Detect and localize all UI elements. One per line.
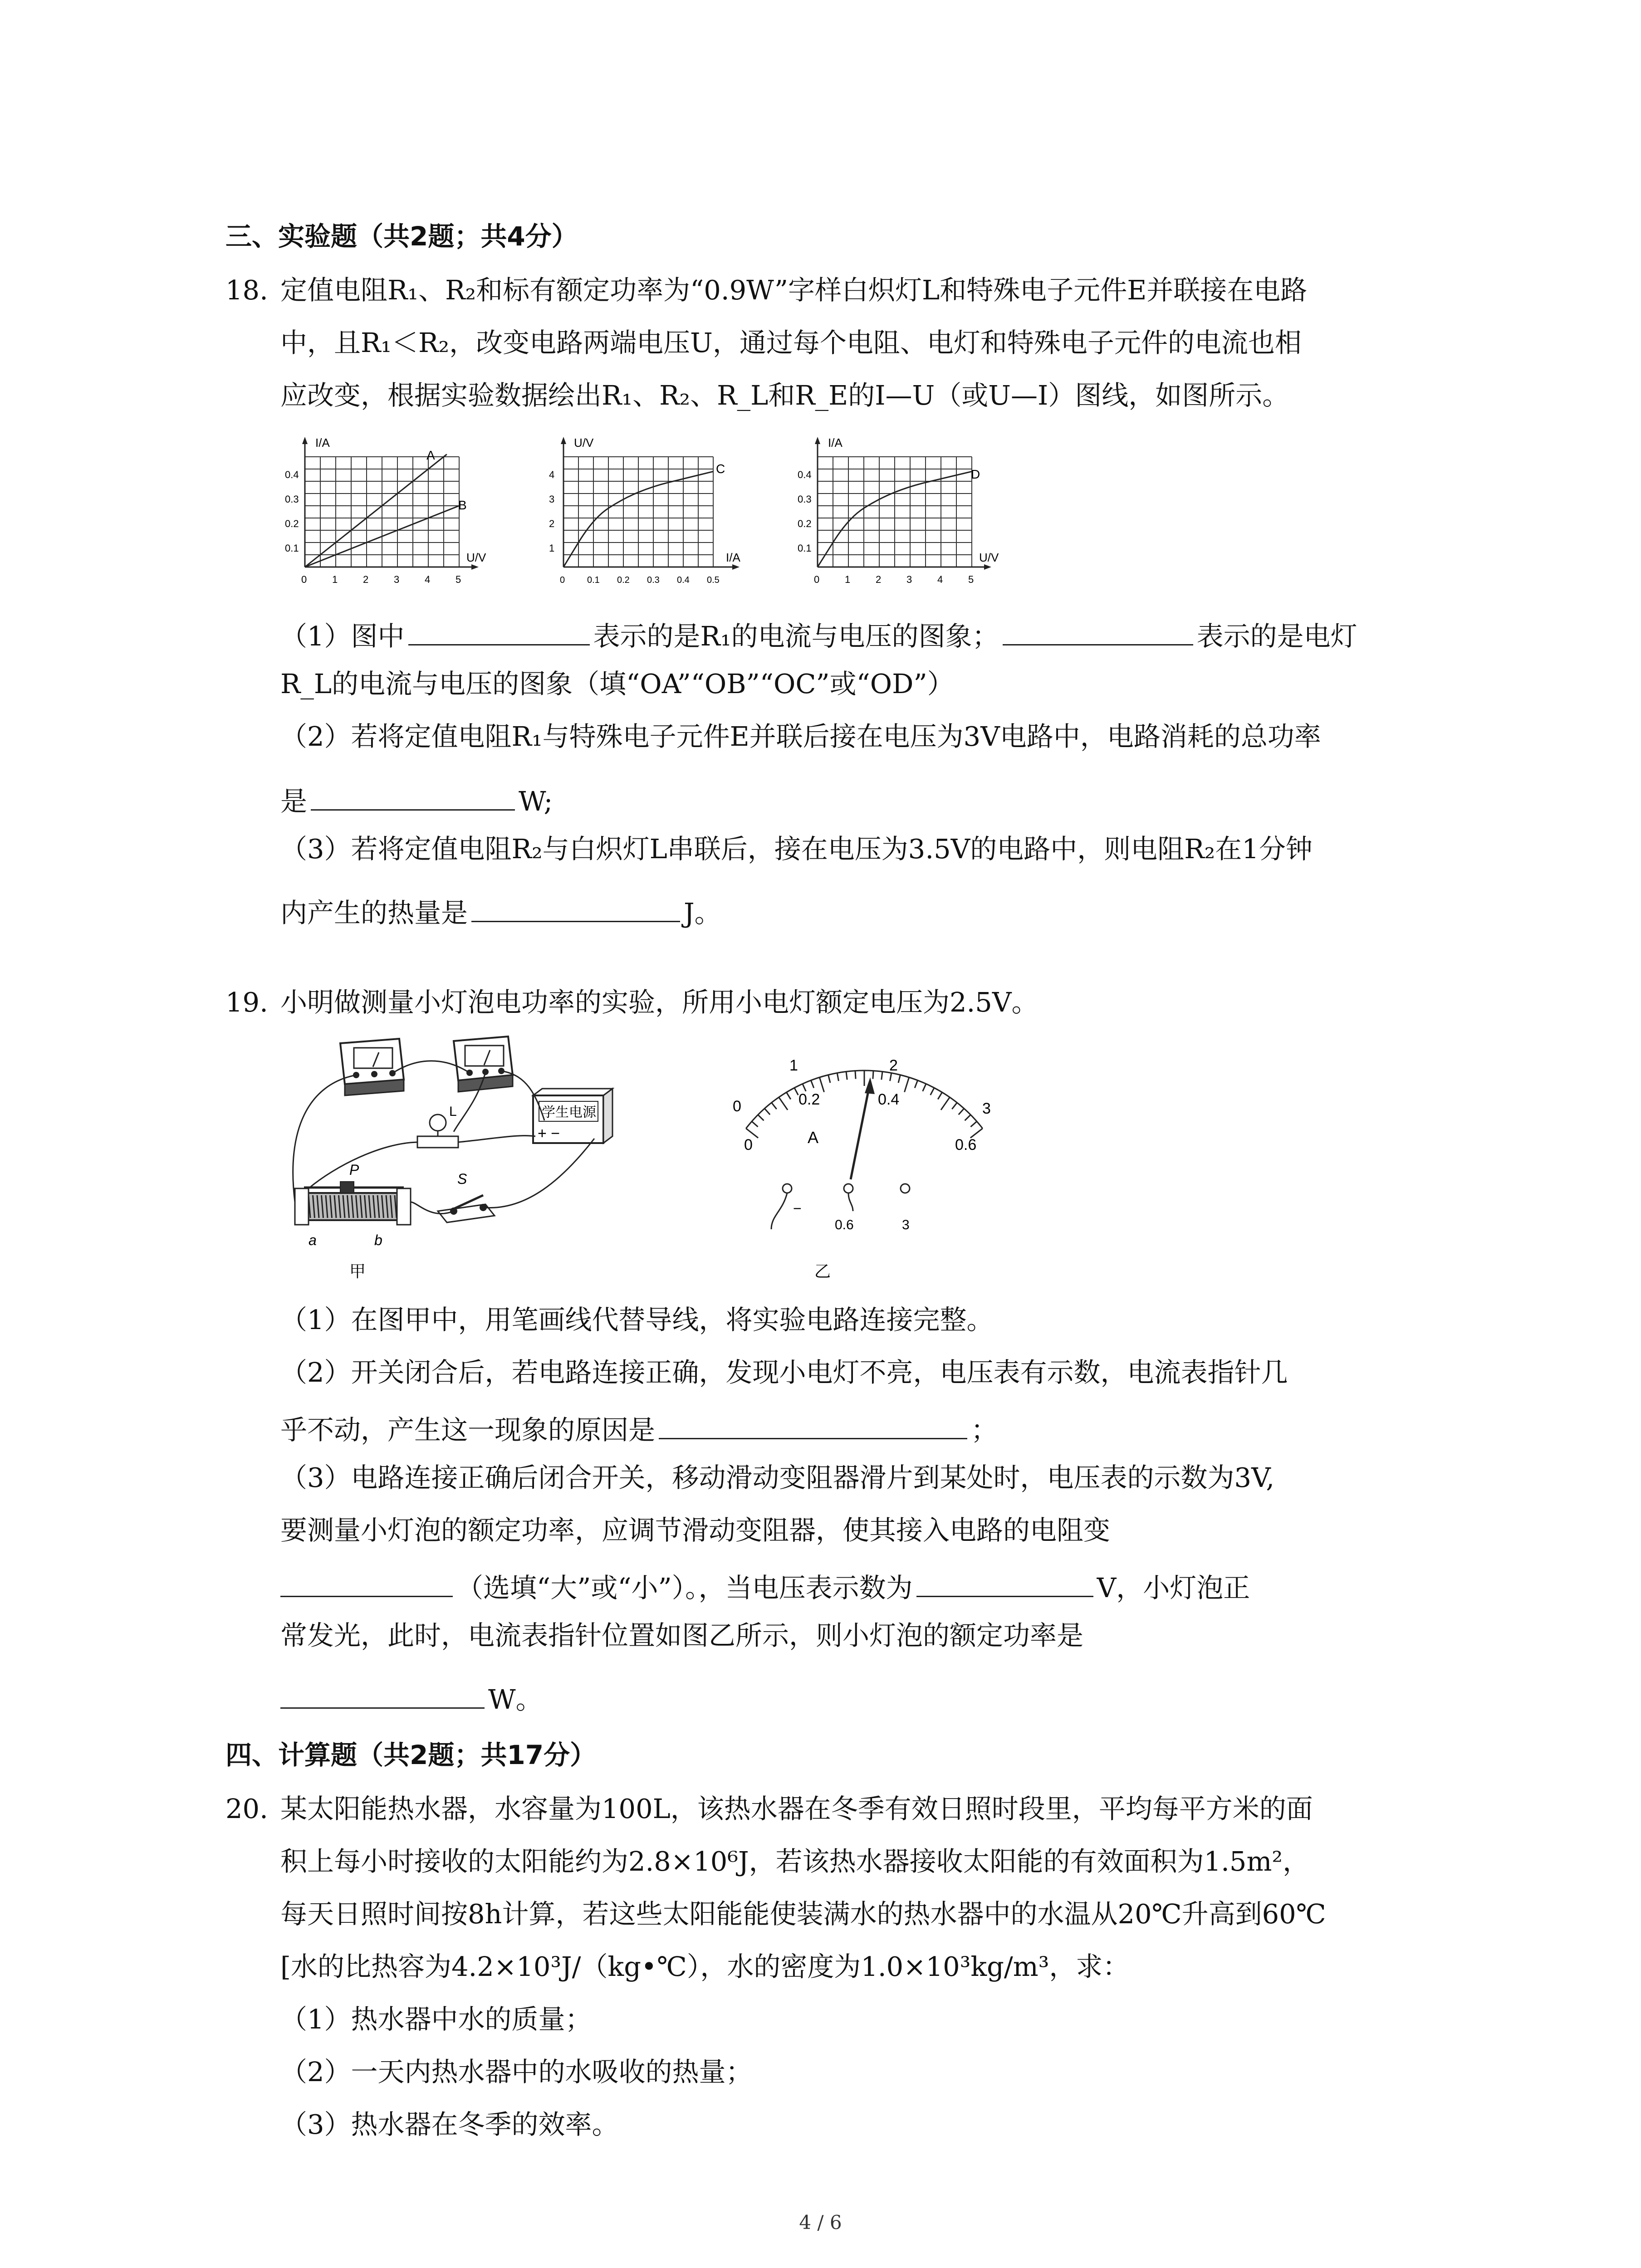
chart-3-xtick-4: 4 [937, 574, 943, 585]
q19-part-2-cont [280, 1412, 998, 1446]
q19-part-3: （3）电路连接正确后闭合开关，移动滑动变阻器滑片到某处时，电压表的示数为3V, [280, 1462, 1275, 1493]
fig-yi-ammeter-dial [699, 1030, 1025, 1284]
chart-1-xtick-3: 3 [394, 574, 400, 585]
q18-number: 18. [225, 274, 268, 306]
q19-part-3-line-2: 要测量小灯泡的额定功率，应调节滑动变阻器，使其接入电路的电阻变 [280, 1515, 1111, 1546]
chart-2-xtick-0.1: 0.1 [587, 575, 600, 585]
q18-part-2: （2）若将定值电阻R₁与特殊电子元件E并联后接在电压为3V电路中，电路消耗的总功率 [280, 721, 1321, 752]
chart-3-ytick-0.2: 0.2 [798, 518, 812, 529]
q18-part-1-cont: R_L的电流与电压的图象（填“OA”“OB”“OC”或“OD”） [280, 668, 954, 699]
chart-2-xtick-0.2: 0.2 [617, 575, 630, 585]
chart-3-label-d: D [971, 467, 980, 481]
q19-p3-unit: V，小灯泡正 [1097, 1572, 1250, 1603]
terminal-0.6: 0.6 [835, 1217, 854, 1232]
chart-2-ylabel: U/V [574, 436, 594, 450]
chart-3-xtick-3: 3 [906, 574, 912, 585]
chart-3-xtick-2: 2 [876, 574, 882, 585]
chart-1-ytick-0.1: 0.1 [285, 543, 299, 554]
chart-1-xtick-2: 2 [363, 574, 369, 585]
dial-top-0: 0 [733, 1098, 741, 1115]
terminal-3: 3 [902, 1217, 910, 1232]
q18-part-3: （3）若将定值电阻R₂与白炽灯L串联后，接在电压为3.5V的电路中，则电阻R₂在1分钟 [280, 833, 1313, 865]
section-4-heading: 四、计算题（共2题；共17分） [225, 1740, 597, 1770]
q19-blank-4[interactable] [280, 1681, 485, 1709]
q19-blank-1[interactable] [659, 1412, 967, 1439]
q18-p2-prefix: 是 [280, 786, 308, 817]
q20-line-4: [水的比热容为4.2×10³J/（kg•℃），水的密度为1.0×10³kg/m³，求： [280, 1951, 1130, 1982]
chart-1-label-a: A [426, 448, 435, 462]
section-3-heading: 三、实验题（共2题；共4分） [225, 221, 578, 252]
dial-needle-icon [851, 1082, 870, 1179]
chart-2-xtick-0.5: 0.5 [707, 575, 720, 585]
q19-part-2: （2）开关闭合后，若电路连接正确，发现小电灯不亮，电压表有示数，电流表指针几 [280, 1357, 1288, 1388]
q20-part-3: （3）热水器在冬季的效率。 [280, 2109, 619, 2140]
q19-blank-3[interactable] [916, 1569, 1093, 1597]
lamp-icon [417, 1104, 458, 1148]
q20-line-3: 每天日照时间按8h计算，若这些太阳能能使装满水的热水器中的水温从20℃升高到60℃ [280, 1898, 1326, 1930]
chart-1-line-a [305, 455, 447, 567]
chart-1-xtick-5: 5 [456, 574, 461, 585]
fig-yi-caption: 乙 [814, 1262, 831, 1281]
q20-line-1: 某太阳能热水器，水容量为100L，该热水器在冬季有效日照时段里，平均每平方米的面 [280, 1793, 1313, 1824]
chart-2-xlabel: I/A [726, 551, 740, 564]
chart-1-i-u-graph [272, 433, 508, 601]
chart-3-ytick-0.3: 0.3 [798, 494, 812, 505]
switch-label: S [457, 1171, 467, 1187]
chart-2-xtick-0.4: 0.4 [677, 575, 690, 585]
chart-1-label-b: B [458, 498, 467, 512]
chart-1-ytick-0.3: 0.3 [285, 494, 299, 505]
q18-p1-suffix: 表示的是电灯 [1196, 621, 1357, 652]
q18-part-2-cont [280, 783, 553, 815]
slider-label: P [349, 1162, 359, 1178]
chart-3-ylabel: I/A [828, 436, 843, 450]
switch-icon [438, 1171, 495, 1222]
fig-jia-circuit-apparatus [281, 1030, 626, 1284]
q18-blank-2[interactable] [1003, 618, 1193, 645]
fig-jia-caption: 甲 [349, 1262, 366, 1281]
voltmeter-icon [340, 1039, 404, 1095]
q19-part-3-line-3 [280, 1569, 1250, 1601]
chart-1-xtick-4: 4 [425, 574, 431, 585]
dial-top-2: 2 [889, 1057, 898, 1074]
chart-3-xlabel: U/V [979, 551, 999, 564]
q19-part-1: （1）在图甲中，用笔画线代替导线，将实验电路连接完整。 [280, 1304, 994, 1335]
dial-top-1: 1 [789, 1057, 798, 1074]
q20-part-1: （1）热水器中水的质量； [280, 2004, 592, 2035]
chart-1-xtick-1: 1 [332, 574, 338, 585]
chart-2-u-i-graph [535, 433, 771, 601]
dial-unit: A [808, 1128, 819, 1147]
power-supply-label: 学生电源 [542, 1105, 596, 1120]
dial-bottom-0.2: 0.2 [798, 1091, 820, 1108]
q19-blank-2[interactable] [280, 1569, 453, 1597]
q18-blank-1[interactable] [408, 618, 590, 645]
q18-part-1 [280, 618, 1357, 650]
dial-top-3: 3 [982, 1100, 991, 1117]
q18-p2-suffix: W; [519, 786, 553, 817]
q20-part-2: （2）一天内热水器中的水吸收的热量； [280, 2056, 753, 2087]
q19-p3-middle: （选填“大”或“小”）。，当电压表示数为 [456, 1572, 913, 1603]
q18-line-3: 应改变，根据实验数据绘出R₁、R₂、R_L和R_E的I—U（或U—I）图线，如图所示。 [280, 380, 1289, 411]
chart-3-ytick-0.4: 0.4 [798, 469, 812, 480]
chart-2-xtick-0.3: 0.3 [647, 575, 660, 585]
q18-p3-prefix: 内产生的热量是 [280, 897, 468, 929]
chart-1-ytick-0.4: 0.4 [285, 469, 299, 480]
q20-number: 20. [225, 1793, 268, 1824]
q19-intro: 小明做测量小灯泡电功率的实验，所用小电灯额定电压为2.5V。 [280, 987, 1038, 1018]
chart-2-xtick-0: 0 [560, 575, 565, 585]
terminal-minus: − [793, 1200, 802, 1217]
q18-p3-suffix: J。 [684, 897, 721, 929]
q19-number: 19. [225, 987, 268, 1018]
power-supply-terminals: + − [538, 1125, 560, 1142]
dial-bottom-0.6: 0.6 [955, 1136, 977, 1154]
lamp-label: L [449, 1104, 457, 1119]
chart-3-xtick-1: 1 [845, 574, 851, 585]
q19-part-3-line-4: 常发光，此时，电流表指针位置如图乙所示，则小灯泡的额定功率是 [280, 1620, 1084, 1651]
rheostat-icon [295, 1162, 411, 1248]
chart-3-xtick-5: 5 [968, 574, 974, 585]
q18-line-2: 中，且R₁＜R₂，改变电路两端电压U，通过每个电阻、电灯和特殊电子元件的电流也相 [280, 327, 1302, 358]
chart-3-ytick-0.1: 0.1 [798, 543, 812, 554]
q19-p3-suffix: W。 [488, 1684, 543, 1715]
chart-1-ylabel: I/A [315, 436, 330, 450]
dial-bottom-0.4: 0.4 [878, 1091, 900, 1108]
q18-p1-middle: 表示的是R₁的电流与电压的图象； [593, 621, 999, 652]
q18-blank-3[interactable] [311, 783, 515, 811]
chart-1-ytick-0.2: 0.2 [285, 518, 299, 529]
dial-bottom-0: 0 [744, 1136, 753, 1154]
q20-line-2: 积上每小时接收的太阳能约为2.8×10⁶J，若该热水器接收太阳能的有效面积为1.5m²， [280, 1846, 1310, 1877]
q19-part-3-line-5 [280, 1681, 543, 1713]
ammeter-icon [454, 1036, 513, 1092]
chart-2-ytick-4: 4 [549, 469, 555, 480]
chart-2-ytick-1: 1 [549, 543, 555, 554]
page-number: 4 / 6 [799, 2211, 842, 2234]
chart-2-label-c: C [716, 462, 725, 476]
q18-line-1: 定值电阻R₁、R₂和标有额定功率为“0.9W”字样白炽灯L和特殊电子元件E并联接在电路 [280, 274, 1308, 306]
chart-2-ytick-2: 2 [549, 518, 555, 529]
chart-1-xtick-0: 0 [301, 574, 307, 585]
q18-part-3-cont [280, 894, 721, 929]
terminal-b-label: b [374, 1232, 382, 1248]
power-supply-icon [533, 1089, 612, 1143]
terminal-a-label: a [309, 1232, 317, 1248]
q19-p2-suffix: ； [971, 1414, 998, 1446]
q18-blank-4[interactable] [471, 894, 680, 922]
chart-3-i-u-graph [785, 433, 1021, 601]
q18-p1-prefix: （1）图中 [280, 621, 405, 652]
q19-p2-prefix: 乎不动，产生这一现象的原因是 [280, 1414, 656, 1446]
chart-1-xlabel: U/V [466, 551, 486, 564]
chart-2-ytick-3: 3 [549, 494, 555, 505]
chart-3-xtick-0: 0 [814, 574, 820, 585]
